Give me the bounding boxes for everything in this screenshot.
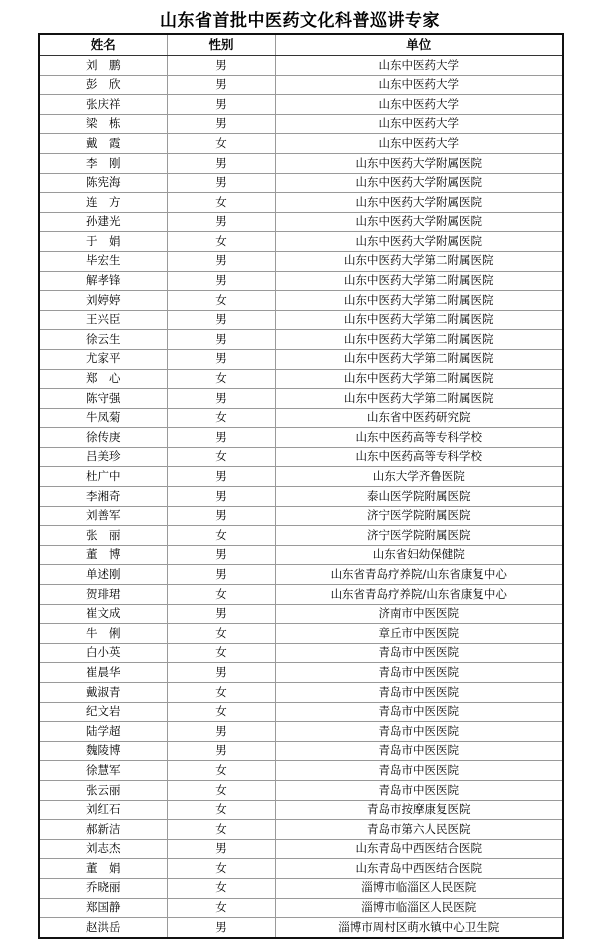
cell-organization: 山东青岛中西医结合医院 [275,859,563,879]
table-row [39,310,563,330]
cell-organization: 青岛市中医医院 [275,722,563,742]
cell-sex: 男 [167,604,275,624]
cell-organization: 山东中医药大学第二附属医院 [275,369,563,389]
cell-name: 陆学超 [39,722,167,742]
cell-sex: 女 [167,585,275,605]
cell-name: 连 方 [39,193,167,213]
cell-organization: 山东大学齐鲁医院 [275,467,563,487]
cell-sex: 男 [167,95,275,115]
cell-name: 刘善军 [39,506,167,526]
cell-sex: 女 [167,780,275,800]
cell-sex: 男 [167,741,275,761]
table-body [39,56,563,938]
table-row [39,173,563,193]
table-header-row [39,34,563,56]
cell-name: 董 博 [39,545,167,565]
cell-organization: 山东省中医药研究院 [275,408,563,428]
table-row [39,75,563,95]
roster-table-container [38,33,562,939]
cell-name: 纪文岩 [39,702,167,722]
cell-organization: 山东中医药大学第二附属医院 [275,330,563,350]
cell-sex: 男 [167,722,275,742]
cell-name: 尤家平 [39,349,167,369]
table-row [39,114,563,134]
cell-organization: 青岛市中医医院 [275,643,563,663]
table-row [39,663,563,683]
cell-organization: 山东中医药大学第二附属医院 [275,271,563,291]
cell-organization: 山东中医药大学 [275,56,563,76]
cell-organization: 山东中医药大学第二附属医院 [275,291,563,311]
column-header-sex: 性别 [167,34,275,56]
cell-sex: 男 [167,310,275,330]
cell-organization: 山东中医药大学附属医院 [275,212,563,232]
cell-sex: 女 [167,820,275,840]
cell-name: 戴淑青 [39,683,167,703]
table-row [39,369,563,389]
cell-organization: 淄博市临淄区人民医院 [275,878,563,898]
cell-organization: 山东中医药大学 [275,95,563,115]
cell-name: 毕宏生 [39,251,167,271]
table-row [39,193,563,213]
cell-sex: 女 [167,408,275,428]
cell-name: 彭 欣 [39,75,167,95]
cell-organization: 山东省青岛疗养院/山东省康复中心 [275,565,563,585]
table-row [39,506,563,526]
cell-sex: 男 [167,153,275,173]
cell-organization: 山东中医药大学附属医院 [275,193,563,213]
cell-name: 李 刚 [39,153,167,173]
cell-organization: 青岛市中医医院 [275,780,563,800]
cell-sex: 女 [167,683,275,703]
cell-organization: 山东中医药高等专科学校 [275,428,563,448]
cell-sex: 女 [167,643,275,663]
cell-organization: 青岛市按摩康复医院 [275,800,563,820]
table-row [39,800,563,820]
cell-organization: 章丘市中医医院 [275,624,563,644]
table-row [39,134,563,154]
table-row [39,585,563,605]
column-header-name: 姓名 [39,34,167,56]
cell-name: 杜广中 [39,467,167,487]
table-row [39,780,563,800]
roster-table [38,33,564,939]
cell-name: 张庆祥 [39,95,167,115]
cell-sex: 女 [167,761,275,781]
cell-organization: 济宁医学院附属医院 [275,506,563,526]
cell-sex: 男 [167,467,275,487]
cell-sex: 女 [167,702,275,722]
cell-name: 吕美珍 [39,447,167,467]
table-row [39,898,563,918]
cell-name: 解孝锋 [39,271,167,291]
cell-sex: 男 [167,114,275,134]
cell-sex: 男 [167,663,275,683]
table-row [39,722,563,742]
cell-name: 乔晓丽 [39,878,167,898]
cell-sex: 男 [167,839,275,859]
table-row [39,271,563,291]
table-row [39,428,563,448]
cell-sex: 男 [167,918,275,938]
page-title: 山东省首批中医药文化科普巡讲专家 [160,11,440,31]
cell-name: 陈守强 [39,389,167,409]
table-row [39,604,563,624]
table-row [39,447,563,467]
table-row [39,251,563,271]
cell-organization: 山东中医药大学第二附属医院 [275,389,563,409]
cell-name: 刘婷婷 [39,291,167,311]
cell-name: 董 娟 [39,859,167,879]
table-row [39,839,563,859]
cell-name: 于 娟 [39,232,167,252]
cell-sex: 男 [167,212,275,232]
cell-name: 戴 霞 [39,134,167,154]
cell-sex: 女 [167,447,275,467]
cell-sex: 男 [167,487,275,507]
table-row [39,467,563,487]
table-row [39,702,563,722]
cell-name: 牛 俐 [39,624,167,644]
cell-organization: 青岛市中医医院 [275,761,563,781]
cell-name: 白小英 [39,643,167,663]
cell-organization: 青岛市中医医院 [275,663,563,683]
cell-organization: 山东省青岛疗养院/山东省康复中心 [275,585,563,605]
cell-organization: 山东中医药大学 [275,134,563,154]
cell-organization: 淄博市临淄区人民医院 [275,898,563,918]
cell-name: 王兴臣 [39,310,167,330]
cell-sex: 女 [167,369,275,389]
cell-sex: 女 [167,624,275,644]
cell-organization: 山东中医药大学第二附属医院 [275,349,563,369]
cell-sex: 女 [167,134,275,154]
table-row [39,526,563,546]
table-row [39,487,563,507]
cell-name: 梁 栋 [39,114,167,134]
cell-sex: 女 [167,800,275,820]
cell-name: 郑 心 [39,369,167,389]
cell-sex: 女 [167,859,275,879]
cell-sex: 男 [167,506,275,526]
table-row [39,212,563,232]
cell-organization: 山东中医药大学 [275,114,563,134]
cell-organization: 济南市中医医院 [275,604,563,624]
cell-organization: 山东中医药大学附属医院 [275,173,563,193]
cell-organization: 山东中医药大学第二附属医院 [275,251,563,271]
cell-organization: 山东中医药大学第二附属医院 [275,310,563,330]
table-row [39,56,563,76]
cell-organization: 山东省妇幼保健院 [275,545,563,565]
cell-sex: 男 [167,271,275,291]
cell-organization: 山东青岛中西医结合医院 [275,839,563,859]
cell-sex: 男 [167,56,275,76]
cell-name: 牛凤菊 [39,408,167,428]
cell-name: 郝新洁 [39,820,167,840]
cell-sex: 女 [167,193,275,213]
cell-name: 徐慧军 [39,761,167,781]
table-row [39,408,563,428]
cell-name: 徐传庚 [39,428,167,448]
table-row [39,330,563,350]
cell-name: 徐云生 [39,330,167,350]
cell-sex: 男 [167,173,275,193]
table-row [39,153,563,173]
cell-sex: 男 [167,389,275,409]
table-row [39,232,563,252]
cell-name: 贺琲珺 [39,585,167,605]
cell-organization: 山东中医药大学 [275,75,563,95]
cell-name: 孙建光 [39,212,167,232]
cell-organization: 淄博市周村区萌水镇中心卫生院 [275,918,563,938]
table-row [39,95,563,115]
cell-sex: 女 [167,232,275,252]
cell-organization: 青岛市中医医院 [275,702,563,722]
cell-name: 刘志杰 [39,839,167,859]
cell-sex: 女 [167,526,275,546]
table-header [39,34,563,56]
cell-organization: 青岛市中医医院 [275,683,563,703]
cell-sex: 男 [167,545,275,565]
table-row [39,349,563,369]
table-row [39,878,563,898]
table-row [39,545,563,565]
table-row [39,820,563,840]
cell-organization: 山东中医药大学附属医院 [275,232,563,252]
cell-sex: 女 [167,898,275,918]
cell-organization: 山东中医药高等专科学校 [275,447,563,467]
cell-name: 李湘奇 [39,487,167,507]
cell-name: 单述刚 [39,565,167,585]
table-row [39,918,563,938]
table-row [39,741,563,761]
table-row [39,565,563,585]
cell-name: 刘 鹏 [39,56,167,76]
cell-sex: 男 [167,349,275,369]
cell-name: 郑国静 [39,898,167,918]
cell-sex: 男 [167,428,275,448]
cell-sex: 男 [167,75,275,95]
cell-sex: 男 [167,330,275,350]
table-row [39,291,563,311]
cell-name: 张云丽 [39,780,167,800]
cell-name: 崔文成 [39,604,167,624]
cell-organization: 青岛市中医医院 [275,741,563,761]
cell-organization: 济宁医学院附属医院 [275,526,563,546]
cell-sex: 男 [167,251,275,271]
cell-name: 赵洪岳 [39,918,167,938]
cell-name: 张 丽 [39,526,167,546]
cell-name: 崔晨华 [39,663,167,683]
cell-organization: 泰山医学院附属医院 [275,487,563,507]
cell-sex: 女 [167,291,275,311]
table-row [39,683,563,703]
cell-organization: 青岛市第六人民医院 [275,820,563,840]
column-header-organization: 单位 [275,34,563,56]
cell-sex: 男 [167,565,275,585]
table-row [39,624,563,644]
cell-name: 刘红石 [39,800,167,820]
cell-name: 陈宪海 [39,173,167,193]
cell-organization: 山东中医药大学附属医院 [275,153,563,173]
cell-name: 魏陵博 [39,741,167,761]
table-row [39,859,563,879]
table-row [39,643,563,663]
cell-sex: 女 [167,878,275,898]
table-row [39,389,563,409]
table-row [39,761,563,781]
